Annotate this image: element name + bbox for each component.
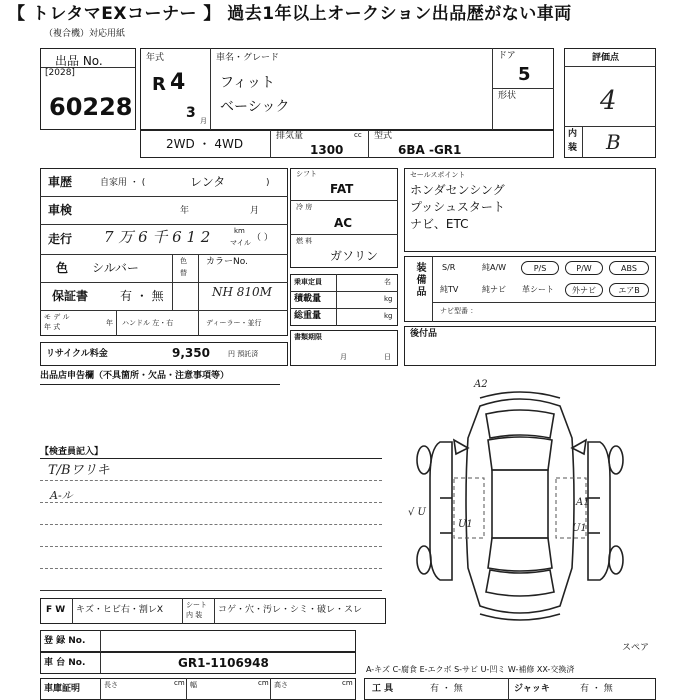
model-year-label-1: モ デ ル bbox=[44, 313, 70, 321]
equip-airbag: エアB bbox=[609, 283, 649, 297]
aircon-value: AC bbox=[334, 216, 353, 230]
defects-items: キズ・ヒビ右・割レX bbox=[76, 605, 163, 615]
cert-width: 幅 bbox=[190, 681, 197, 689]
displacement-value: 1300 bbox=[310, 143, 344, 157]
cert-length: 長さ bbox=[104, 681, 118, 689]
cert-height: 高さ bbox=[274, 681, 288, 689]
jack-value: 有 ・ 無 bbox=[580, 684, 613, 694]
seat-label-2: 内 装 bbox=[186, 611, 203, 619]
inspection-label: 車検 bbox=[48, 203, 73, 217]
mileage-unit-km: km bbox=[234, 227, 245, 235]
year-month-unit: 月 bbox=[200, 117, 207, 125]
history-label: 車歴 bbox=[48, 175, 73, 189]
equip-abs: ABS bbox=[609, 261, 649, 275]
equip-pw: P/W bbox=[565, 261, 603, 275]
color-change-1: 色 bbox=[180, 257, 187, 265]
history-value: レンタ bbox=[190, 175, 226, 189]
seat-items: コゲ・穴・汚レ・シミ・破レ・スレ bbox=[218, 605, 363, 615]
banner-title: 【 トレタマEXコーナー 】 過去1年以上オークション出品歴がない車両 bbox=[8, 4, 572, 24]
cert-length-unit: cm bbox=[174, 679, 185, 687]
score-label: 評価点 bbox=[592, 53, 620, 63]
year-month: 3 bbox=[186, 105, 196, 121]
color-label: 色 bbox=[56, 261, 69, 275]
door-label: ドア bbox=[498, 51, 516, 61]
tools-label: 工 具 bbox=[372, 684, 394, 694]
drive-value: 2WD ・ 4WD bbox=[166, 137, 244, 151]
defects-label: F W bbox=[46, 605, 66, 615]
warranty-value: 有 ・ 無 bbox=[120, 289, 164, 303]
fuel-value: ガソリン bbox=[330, 249, 379, 263]
shift-value: FAT bbox=[330, 182, 354, 196]
sub-header: （複合機）対応用紙 bbox=[44, 29, 126, 39]
inspection-month-unit: 月 bbox=[250, 206, 260, 216]
doc-period-label: 書類期限 bbox=[294, 333, 322, 341]
equip-leather: 革シート bbox=[522, 285, 554, 294]
aftermarket-label: 後付品 bbox=[410, 329, 438, 339]
dealer-notes-label: 出品店申告欄（不具箇所・欠品・注意事項等） bbox=[40, 371, 230, 381]
seat-label-1: シート bbox=[186, 601, 207, 609]
color-no-value: NH 810M bbox=[212, 285, 272, 299]
equip-navi: 純ナビ bbox=[482, 285, 506, 294]
mileage-unit-mile: マイル bbox=[230, 239, 251, 247]
inspector-label: 【検査員記入】 bbox=[40, 447, 104, 457]
car-grade: ベーシック bbox=[220, 99, 290, 115]
certificate-row bbox=[40, 678, 356, 700]
door-value: 5 bbox=[518, 64, 531, 85]
name-label: 車名・グレード bbox=[216, 53, 280, 63]
fuel-label: 燃 料 bbox=[296, 237, 313, 245]
mileage-paren: （ ） bbox=[252, 233, 273, 243]
doc-period-day: 日 bbox=[384, 353, 391, 361]
sales-point-3: ナビ、ETC bbox=[410, 217, 469, 231]
mileage-value: 7 万 6 千 6 1 2 bbox=[104, 228, 211, 246]
lot-box bbox=[40, 48, 136, 130]
capacity-label: 乗車定員 bbox=[294, 278, 322, 286]
sales-point-1: ホンダセンシング bbox=[410, 183, 505, 197]
equip-sr: S/R bbox=[442, 263, 456, 272]
year-value: 4 bbox=[170, 70, 186, 95]
sales-points-label: セールスポイント bbox=[410, 171, 466, 179]
legend: A-キズ C-腐食 E-エクボ S-サビ U-凹ミ W-補修 XX-交換済 bbox=[366, 665, 575, 674]
registration-row bbox=[40, 630, 356, 652]
navi-model-label: ナビ型番 ： bbox=[440, 307, 478, 315]
tools-value: 有 ・ 無 bbox=[430, 684, 463, 694]
jack-label: ジャッキ bbox=[514, 684, 550, 694]
gross-label: 総重量 bbox=[294, 311, 322, 321]
mark-right-2: U1 bbox=[572, 523, 587, 534]
aftermarket-box bbox=[404, 326, 656, 366]
shape-label: 形状 bbox=[498, 91, 517, 101]
history-options: 自家用 ・ ( bbox=[100, 178, 146, 188]
color-change-2: 替 bbox=[180, 269, 187, 277]
model-year-unit: 年 bbox=[106, 319, 113, 327]
lot-label: 出品 No. bbox=[55, 54, 103, 68]
sales-point-2: プッシュスタート bbox=[410, 200, 505, 214]
equip-ps: P/S bbox=[521, 261, 559, 275]
year-era: R bbox=[152, 74, 166, 95]
load-label: 積載量 bbox=[294, 294, 322, 304]
shift-label: シフト bbox=[296, 170, 317, 178]
cert-width-unit: cm bbox=[258, 679, 269, 687]
recycle-unit: 円 預託済 bbox=[228, 350, 259, 358]
car-diagram bbox=[400, 378, 640, 628]
interior-label-1: 内 bbox=[568, 129, 578, 139]
recycle-value: 9,350 bbox=[172, 346, 210, 360]
inspector-note-2: A-ル bbox=[50, 489, 73, 502]
gross-unit: kg bbox=[384, 312, 393, 320]
banner bbox=[0, 0, 700, 30]
mileage-label: 走行 bbox=[48, 232, 73, 246]
color-no-label: カラーNo. bbox=[206, 257, 248, 267]
model-year-label-2: 年 式 bbox=[44, 323, 61, 331]
inspector-note-1: T/Bワリキ bbox=[48, 463, 110, 478]
mark-left-2: √ U bbox=[408, 507, 426, 518]
dealer-options: ディーラー・並行 bbox=[206, 319, 262, 327]
capacity-unit: 名 bbox=[384, 278, 391, 286]
cert-height-unit: cm bbox=[342, 679, 353, 687]
type-value: 6BA -GR1 bbox=[398, 143, 462, 157]
handle-options: ハンドル 左・右 bbox=[122, 319, 174, 327]
mark-top: A2 bbox=[474, 379, 488, 390]
displacement-unit: cc bbox=[354, 131, 362, 139]
car-model: フィット bbox=[220, 75, 275, 91]
chassis-value: GR1-1106948 bbox=[178, 656, 269, 670]
doc-period-month: 月 bbox=[340, 353, 347, 361]
load-unit: kg bbox=[384, 295, 393, 303]
history-close: ) bbox=[266, 178, 270, 188]
score-value: 4 bbox=[600, 86, 617, 116]
type-label: 型式 bbox=[374, 131, 393, 141]
lot-number: 60228 bbox=[49, 93, 133, 121]
warranty-label: 保証書 bbox=[52, 289, 89, 303]
chassis-label: 車 台 No. bbox=[44, 658, 86, 668]
lot-bracket: [2028] bbox=[45, 68, 75, 78]
recycle-label: リサイクル料金 bbox=[46, 349, 108, 359]
certificate-label: 車庫証明 bbox=[44, 684, 81, 694]
color-value: シルバー bbox=[92, 261, 139, 275]
equipment-label: 装備品 bbox=[414, 262, 425, 298]
spare-label: スペア bbox=[622, 643, 650, 653]
year-label: 年式 bbox=[146, 53, 165, 63]
interior-value: B bbox=[606, 130, 621, 154]
equip-ext-navi: 外ナビ bbox=[565, 283, 603, 297]
aircon-label: 冷 房 bbox=[296, 203, 313, 211]
equip-tv: 純TV bbox=[440, 285, 459, 294]
registration-label: 登 録 No. bbox=[44, 636, 86, 646]
interior-label-2: 装 bbox=[568, 143, 578, 153]
inspection-year-unit: 年 bbox=[180, 206, 190, 216]
equip-alloy: 純A/W bbox=[482, 263, 507, 272]
displacement-label: 排気量 bbox=[276, 131, 304, 141]
mark-left: U1 bbox=[458, 519, 473, 530]
mark-right-1: A1 bbox=[576, 497, 590, 508]
